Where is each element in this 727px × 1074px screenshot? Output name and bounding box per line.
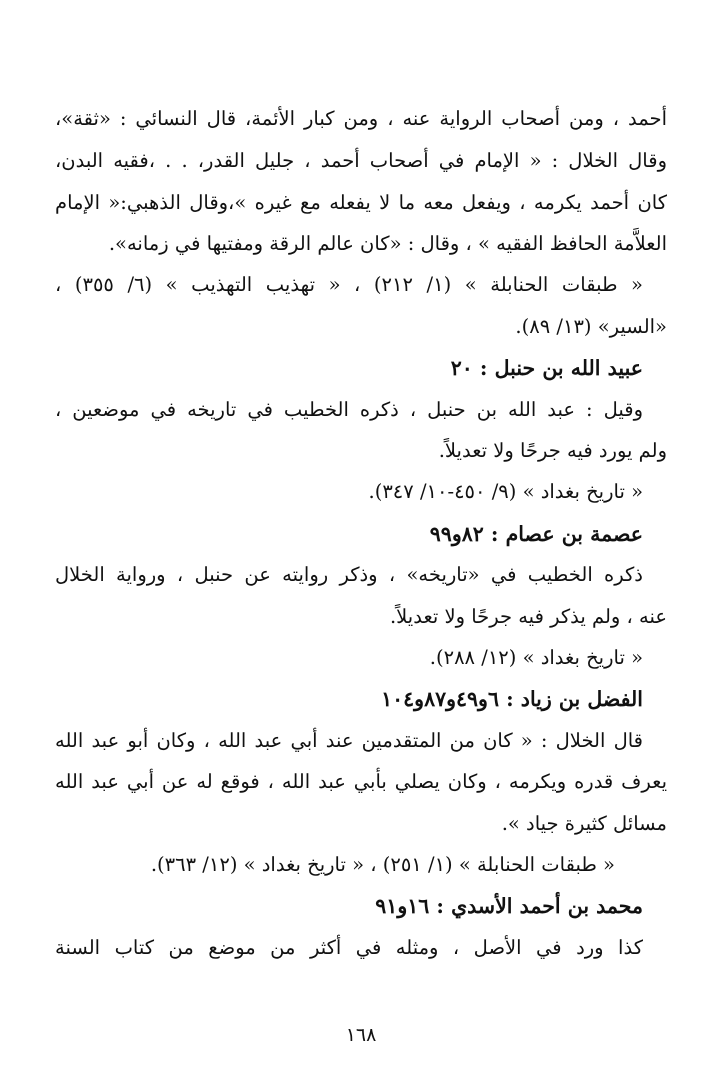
reference-line: « طبقات الحنابلة » (١/ ٢٥١) ، « تاريخ بغداد » (١٢/ ٣٦٣). [150,853,615,876]
text-line: ذكره الخطيب في «تاريخه» ، وذكر روايته عن حنبل ، ورواية الخلال [55,563,643,586]
text-line: يعرف قدره ويكرمه ، وكان يصلي بأبي عبد الله ، فوقع له عن أبي عبد الله [55,770,667,793]
reference-line: « تاريخ بغداد » (١٢/ ٢٨٨). [429,646,643,669]
text-line: قال الخلال : « كان من المتقدمين عند أبي عبد الله ، وكان أبو عبد الله [55,729,643,752]
text-line: وقال الخلال : « الإمام في أصحاب أحمد ، جليل القدر، . . ،فقيه البدن، [55,149,667,172]
text-line: عنه ، ولم يذكر فيه جرحًا ولا تعديلاً. [389,605,667,628]
text-line: أحمد ، ومن أصحاب الرواية عنه ، ومن كبار الأئمة، قال النسائي : «ثقة»، [55,107,667,130]
reference-line: «السير» (١٣/ ٨٩). [515,315,667,338]
entry-heading: عبيد الله بن حنبل : ٢٠ [450,356,643,380]
page-number: ١٦٨ [345,1024,377,1046]
text-line: كذا ورد في الأصل ، ومثله في أكثر من موضع من كتاب السنة [55,936,643,959]
text-line: وقيل : عبد الله بن حنبل ، ذكره الخطيب في تاريخه في موضعين ، [55,398,643,421]
text-line: مسائل كثيرة جياد ». [501,812,667,835]
text-line: كان أحمد يكرمه ، ويفعل معه ما لا يفعله مع غيره »،وقال الذهبي:« الإمام [55,191,667,214]
entry-heading: عصمة بن عصام : ٨٢و٩٩ [429,522,643,546]
entry-heading: الفضل بن زياد : ٦و٤٩و٨٧و١٠٤ [381,687,643,711]
page-body [55,0,667,1074]
text-line: العلاَّمة الحافظ الفقيه » ، وقال : «كان عالم الرقة ومفتيها في زمانه». [108,232,667,255]
text-line: ولم يورد فيه جرحًا ولا تعديلاً. [438,439,667,462]
reference-line: « تاريخ بغداد » (٩/ ٤٥٠-١٠/ ٣٤٧). [368,480,643,503]
reference-line: « طبقات الحنابلة » (١/ ٢١٢) ، « تهذيب التهذيب » (٦/ ٣٥٥) ، [55,273,643,296]
entry-heading: محمد بن أحمد الأسدي : ١٦و٩١ [375,894,643,918]
